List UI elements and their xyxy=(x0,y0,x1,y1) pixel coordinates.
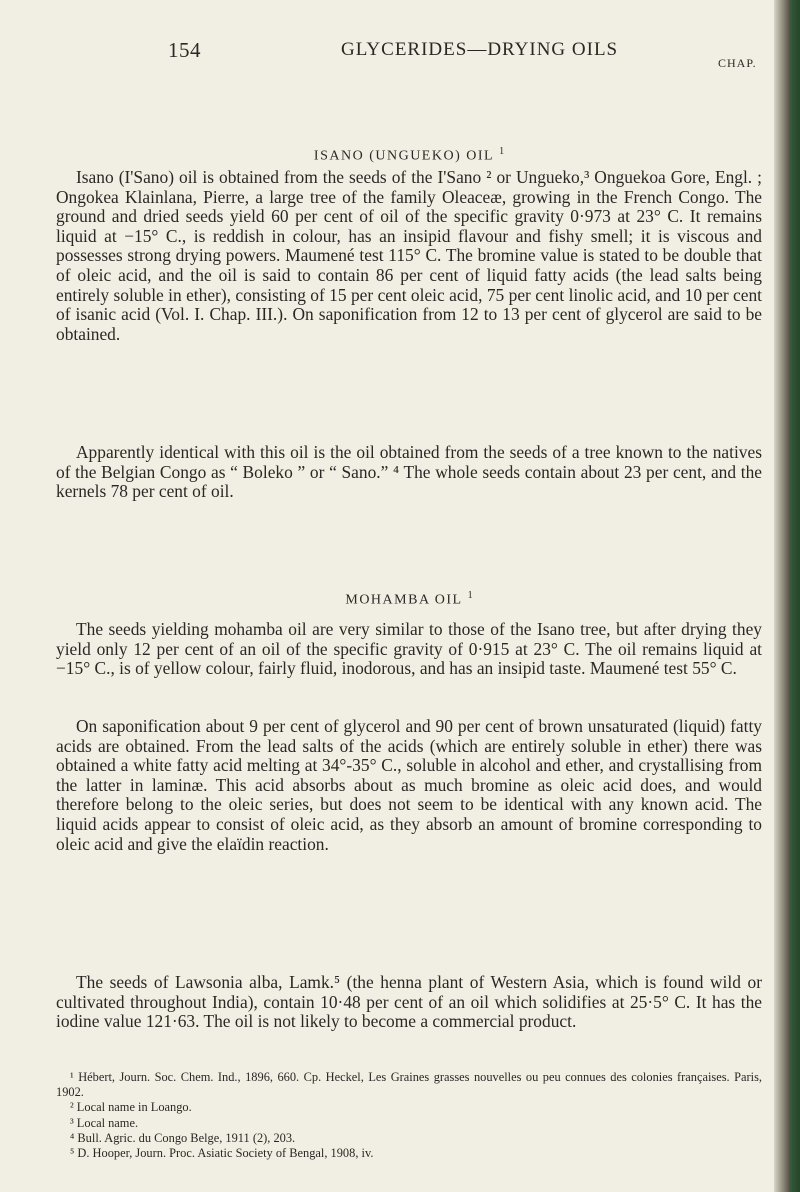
section-heading-text: MOHAMBA OIL xyxy=(345,592,463,608)
section-heading-text: ISANO (UNGUEKO) OIL xyxy=(313,148,495,164)
section-heading-isano xyxy=(56,146,762,165)
page-number: 154 xyxy=(168,38,201,62)
paragraph: The seeds of Lawsonia alba, Lamk.⁵ (the henna plant of Western Asia, which is found wild or cultivated throughout India), contain 10·48 per cent of an oil which solidifies at 25·5° C. It has the iodine value 121·63. The oil is not likely to become a commercial product. xyxy=(56,972,762,1032)
footnote: ² Local name in Loango. xyxy=(70,1100,192,1115)
paragraph: Isano (I'Sano) oil is obtained from the seeds of the I'Sano ² or Ungueko,³ Onguekoa Gore, Engl. ; Ongokea Klainlana, Pierre, a large tree of the family Oleaceæ, growing in the French Congo. The ground and dried seeds yield 60 per cent of oil of the specific gravity 0·973 at 23° C. It remains liquid at −15° C., is reddish in colour, has an insipid flavour and fishy smell; it is viscous and possesses strong drying powers. Maumené test 115° C. The bromine value is stated to be double that of oleic acid, and the oil is said to contain 86 per cent of liquid fatty acids (the lead salts being entirely soluble in ether), consisting of 15 per cent oleic acid, 75 per cent linolic acid, and 10 per cent of isanic acid (Vol. I. Chap. III.). On saponification from 12 to 13 per cent of glycerol are said to be obtained. xyxy=(56,167,762,344)
paragraph: Apparently identical with this oil is the oil obtained from the seeds of a tree known to the natives of the Belgian Congo as “ Boleko ” or “ Sano.” ⁴ The whole seeds contain about 23 per cent, and the kernels 78 per cent of oil. xyxy=(56,442,762,502)
page-header xyxy=(54,34,760,74)
footnote: ³ Local name. xyxy=(70,1115,139,1130)
footnote-ref: 1 xyxy=(467,590,473,601)
paragraph: The seeds yielding mohamba oil are very similar to those of the Isano tree, but after drying they yield only 12 per cent of an oil of the specific gravity of 0·915 at 23° C. The oil remains liquid at −15° C., is of yellow colour, fairly fluid, inodorous, and has an insipid taste. Maumené test 55° C. xyxy=(56,619,762,679)
footnote: ¹ Hébert, Journ. Soc. Chem. Ind., 1896, 660. Cp. Heckel, Les Graines grasses nouvelles ou peu connues des colonies françaises. Paris, 1902. xyxy=(56,1070,762,1100)
footnote: ⁴ Bull. Agric. du Congo Belge, 1911 (2), 203. xyxy=(70,1130,296,1145)
running-title: GLYCERIDES—DRYING OILS xyxy=(341,39,619,60)
footnotes xyxy=(56,1070,762,1161)
page-edge-tint xyxy=(790,0,800,1192)
footnote: ⁵ D. Hooper, Journ. Proc. Asiatic Society of Bengal, 1908, iv. xyxy=(70,1146,374,1161)
paragraph: On saponification about 9 per cent of glycerol and 90 per cent of brown unsaturated (liquid) fatty acids are obtained. From the lead salts of the acids (which are entirely soluble in ether) there was obtained a white fatty acid melting at 34°-35° C., soluble in alcohol and ether, and crystallising from the latter in laminæ. This acid absorbs about as much bromine as oleic acid does, and would therefore belong to the oleic series, but does not seem to be identical with any known acid. The liquid acids appear to consist of oleic acid, as they absorb an amount of bromine corresponding to oleic acid and give the elaïdin reaction. xyxy=(56,716,762,854)
chapter-label: CHAP. xyxy=(718,56,757,70)
section-heading-mohamba xyxy=(56,590,762,609)
footnote-ref: 1 xyxy=(499,146,505,157)
